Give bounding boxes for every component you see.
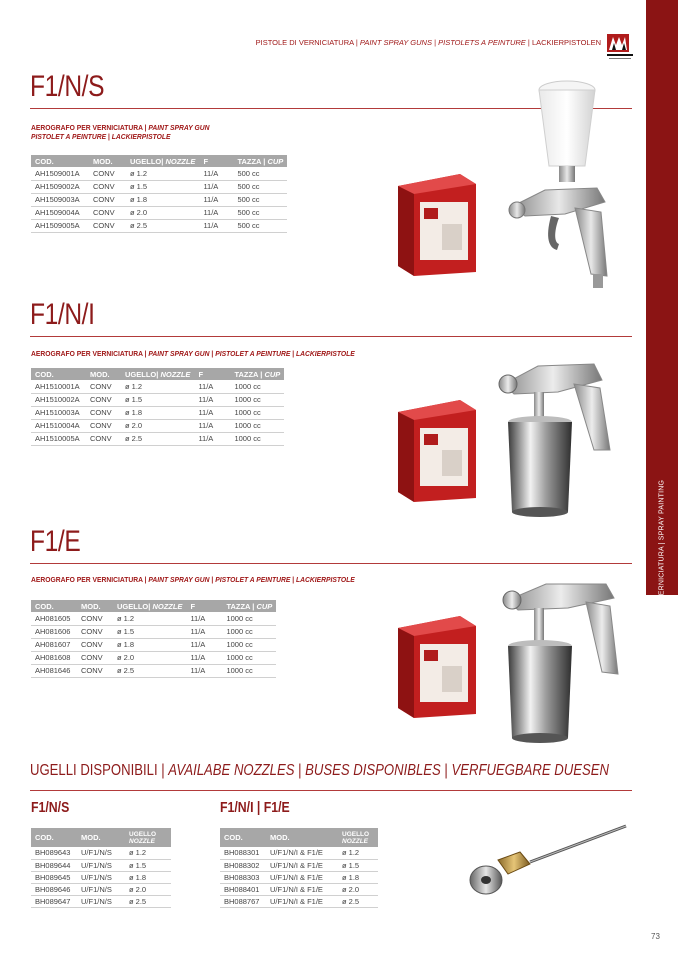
table-row: AH081608 CONV ø 2.0 11/A 1000 cc bbox=[31, 651, 276, 664]
spec-table-f1ns bbox=[31, 155, 287, 233]
side-tab-label: VERNICIATURA | SPRAY PAINTING bbox=[658, 479, 666, 601]
nozzle-table-f1ns bbox=[31, 828, 171, 908]
table-header-row: COD. MOD. UGELLO| NOZZLE F TAZZA | CUP bbox=[31, 368, 284, 380]
table-row: AH1510002A CONV ø 1.5 11/A 1000 cc bbox=[31, 393, 284, 406]
table-row: AH1510004A CONV ø 2.0 11/A 1000 cc bbox=[31, 419, 284, 432]
table-row: AH081605 CONV ø 1.2 11/A 1000 cc bbox=[31, 612, 276, 625]
table-row: AH1509005A CONV ø 2.5 11/A 500 cc bbox=[31, 219, 287, 232]
spray-gun-gravity-image bbox=[505, 78, 627, 294]
nozzles-right-title: F1/N/I | F1/E bbox=[220, 799, 290, 816]
table-header-row: COD. MOD. UGELLO| NOZZLE F TAZZA | CUP bbox=[31, 155, 287, 167]
table-row: BH088301 U/F1/N/I & F1/E ø 1.2 bbox=[220, 847, 378, 859]
table-row: BH089644 U/F1/N/S ø 1.5 bbox=[31, 859, 171, 871]
table-row: BH088767 U/F1/N/I & F1/E ø 2.5 bbox=[220, 895, 378, 907]
product-title-f1ni: F1/N/I bbox=[30, 298, 95, 331]
header-en: PAINT SPRAY GUNS bbox=[359, 38, 432, 47]
brand-logo-icon bbox=[605, 33, 633, 63]
page-number: 73 bbox=[651, 932, 660, 941]
table-row: AH081646 CONV ø 2.5 11/A 1000 cc bbox=[31, 664, 276, 677]
table-header-row: COD. MOD. UGELLO NOZZLE bbox=[31, 828, 171, 847]
product-box-image bbox=[398, 614, 476, 718]
table-row: AH1509001A CONV ø 1.2 11/A 500 cc bbox=[31, 167, 287, 180]
header-it: PISTOLE DI VERNICIATURA bbox=[255, 38, 354, 47]
spec-table-f1ni bbox=[31, 368, 284, 446]
table-row: AH1509004A CONV ø 2.0 11/A 500 cc bbox=[31, 206, 287, 219]
table-row: AH1509003A CONV ø 1.8 11/A 500 cc bbox=[31, 193, 287, 206]
spray-gun-suction-image bbox=[502, 578, 628, 746]
table-row: AH1510003A CONV ø 1.8 11/A 1000 cc bbox=[31, 406, 284, 419]
table-row: AH1509002A CONV ø 1.5 11/A 500 cc bbox=[31, 180, 287, 193]
side-tab bbox=[646, 0, 678, 601]
product-desc-f1ns: AEROGRAFO PER VERNICIATURA | PAINT SPRAY GUN PISTOLET A PEINTURE | LACKIERPISTOLE bbox=[31, 123, 210, 141]
product-desc-f1e: AEROGRAFO PER VERNICIATURA | PAINT SPRAY GUN | PISTOLET A PEINTURE | LACKIERPISTOLE bbox=[31, 575, 355, 584]
product-title-f1e: F1/E bbox=[30, 525, 81, 558]
table-row: BH089645 U/F1/N/S ø 1.8 bbox=[31, 871, 171, 883]
product-desc-f1ni: AEROGRAFO PER VERNICIATURA | PAINT SPRAY GUN | PISTOLET A PEINTURE | LACKIERPISTOLE bbox=[31, 349, 355, 358]
header-fr: PISTOLETS A PEINTURE bbox=[438, 38, 526, 47]
page-header: PISTOLE DI VERNICIATURA | PAINT SPRAY GUNS | PISTOLETS A PEINTURE | LACKIERPISTOLEN bbox=[255, 38, 601, 47]
table-header-row: COD. MOD. UGELLO| NOZZLE F TAZZA | CUP bbox=[31, 600, 276, 612]
product-box-image bbox=[398, 172, 476, 276]
table-header-row: COD. MOD. UGELLO NOZZLE bbox=[220, 828, 378, 847]
table-row: BH089643 U/F1/N/S ø 1.2 bbox=[31, 847, 171, 859]
nozzle-parts-image bbox=[468, 822, 630, 904]
table-row: AH081606 CONV ø 1.5 11/A 1000 cc bbox=[31, 625, 276, 638]
divider bbox=[30, 790, 632, 791]
nozzles-left-title: F1/N/S bbox=[31, 799, 70, 816]
product-box-image bbox=[398, 398, 476, 502]
product-title-f1ns: F1/N/S bbox=[30, 70, 105, 103]
divider bbox=[30, 336, 632, 337]
table-row: BH088303 U/F1/N/I & F1/E ø 1.8 bbox=[220, 871, 378, 883]
table-row: AH1510005A CONV ø 2.5 11/A 1000 cc bbox=[31, 432, 284, 445]
table-row: BH088401 U/F1/N/I & F1/E ø 2.0 bbox=[220, 883, 378, 895]
spec-table-f1e bbox=[31, 600, 276, 678]
table-row: AH081607 CONV ø 1.8 11/A 1000 cc bbox=[31, 638, 276, 651]
header-de: LACKIERPISTOLEN bbox=[531, 38, 601, 47]
nozzle-table-f1ni-f1e bbox=[220, 828, 378, 908]
divider bbox=[30, 563, 632, 564]
table-row: AH1510001A CONV ø 1.2 11/A 1000 cc bbox=[31, 380, 284, 393]
table-row: BH089646 U/F1/N/S ø 2.0 bbox=[31, 883, 171, 895]
spray-gun-suction-image bbox=[498, 354, 628, 522]
nozzles-section-title: UGELLI DISPONIBILI | AVAILABE NOZZLES | BUSES DISPONIBLES | VERFUEGBARE DUESEN bbox=[30, 762, 609, 779]
table-row: BH089647 U/F1/N/S ø 2.5 bbox=[31, 895, 171, 907]
table-row: BH088302 U/F1/N/I & F1/E ø 1.5 bbox=[220, 859, 378, 871]
